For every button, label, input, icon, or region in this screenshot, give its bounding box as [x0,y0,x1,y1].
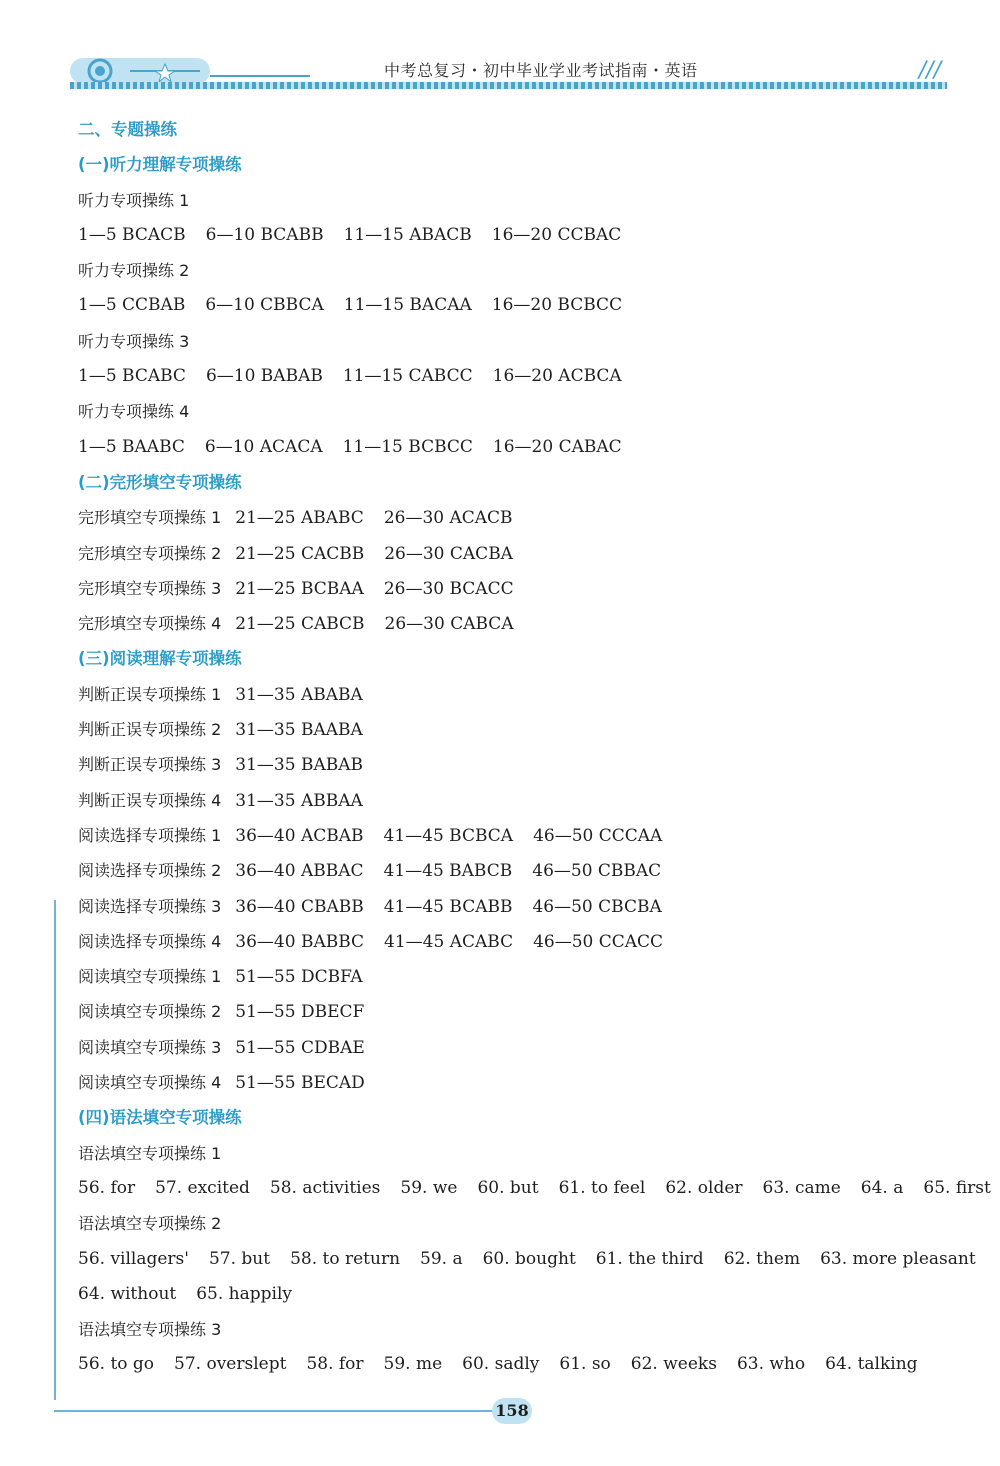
answer-group: 46—50 CBBAC [532,861,662,882]
section-heading: (四)语法填空专项操练 [78,1108,242,1128]
grammar-answer-line [78,1171,991,1206]
section-heading: 二、专题操练 [78,120,177,139]
exercise-label: 阅读填空专项操练 2 [78,1002,222,1022]
answer-content [78,112,991,1383]
section-heading: (三)阅读理解专项操练 [78,649,242,669]
answer-line [78,218,960,253]
answer-group: 51—55 DBECF [235,1002,365,1023]
exercise-label: 阅读填空专项操练 4 [78,1073,222,1093]
answer-group: 59. we [400,1177,458,1198]
answer-group: 61. to feel [558,1177,646,1198]
answer-group: 63. who [736,1354,806,1375]
exercise-label: 判断正误专项操练 4 [78,790,222,810]
answer-group: 41—45 ACABC [384,931,514,952]
bottom-rule [54,1410,524,1412]
answer-group: 11—15 BACAA [343,295,472,316]
answer-group: 16—20 CCBAC [491,224,622,245]
answer-group: 64. without [78,1283,177,1304]
answer-group: 65. first [923,1177,991,1198]
answer-group: 31—35 ABABA [235,684,363,705]
answer-group: 16—20 BCBCC [491,295,623,316]
answer-group: 6—10 BABAB [205,366,323,387]
answer-group: 62. weeks [630,1354,717,1375]
header-title: 中考总复习・初中毕业学业考试指南・英语 [384,61,698,80]
exercise-label: 阅读选择专项操练 4 [78,931,222,951]
exercise-label: 阅读选择专项操练 1 [78,825,222,845]
exercise-row [78,747,960,782]
exercise-label: 判断正误专项操练 2 [78,720,222,740]
exercise-row [78,571,960,606]
answer-group: 62. older [665,1177,743,1198]
answer-group: 1—5 BCABC [78,366,186,387]
answer-group: 56. for [78,1177,136,1198]
header-slashes-icon: /// [918,58,941,83]
exercise-label: 语法填空专项操练 3 [78,1320,222,1340]
answer-line [78,288,960,323]
section-heading: (二)完形填空专项操练 [78,472,242,492]
answer-group: 41—45 BCBCA [383,825,514,846]
answer-group: 36—40 ACBAB [235,825,364,846]
exercise-label: 完形填空专项操练 1 [78,508,222,528]
answer-group: 6—10 CBBCA [205,295,324,316]
exercise-row [78,889,960,924]
exercise-label: 判断正误专项操练 3 [78,755,222,775]
exercise-label: 听力专项操练 4 [78,402,190,422]
answer-group: 36—40 CBABB [235,896,364,917]
answer-group: 65. happily [196,1283,293,1304]
exercise-row [78,536,960,571]
answer-group: 58. activities [269,1177,381,1198]
left-margin-rule [54,900,56,1400]
exercise-row [78,994,960,1029]
answer-group: 11—15 BCBCC [342,436,473,457]
answer-group: 41—45 BABCB [383,861,513,882]
answer-group: 31—35 BAABA [235,720,363,741]
exercise-row [78,500,960,535]
answer-group: 58. to return [290,1248,401,1269]
answer-group: 1—5 BAABC [78,436,185,457]
exercise-row [78,924,960,959]
exercise-label: 完形填空专项操练 4 [78,614,222,634]
grammar-answer-line [78,1242,976,1277]
exercise-label: 语法填空专项操练 1 [78,1143,222,1163]
answer-group: 16—20 ACBCA [492,366,622,387]
answer-group: 60. but [477,1177,539,1198]
section-heading: (一)听力理解专项操练 [78,155,242,175]
answer-group: 51—55 DCBFA [235,967,363,988]
exercise-row [78,959,960,994]
answer-group: 21—25 BCBAA [235,578,364,599]
answer-line [78,430,960,465]
exercise-label: 听力专项操练 3 [78,331,190,351]
answer-group: 11—15 ABACB [343,224,472,245]
answer-group: 62. them [723,1248,801,1269]
answer-group: 60. bought [482,1248,576,1269]
answer-group: 26—30 BCACC [383,578,514,599]
answer-group: 46—50 CCCAA [533,825,663,846]
exercise-label: 判断正误专项操练 1 [78,684,222,704]
answer-group: 46—50 CCACC [533,931,664,952]
answer-group: 64. a [860,1177,904,1198]
answer-group: 31—35 ABBAA [235,790,363,811]
answer-group: 26—30 CACBA [384,543,513,564]
page-header [62,48,947,96]
header-rule [70,82,947,89]
answer-group: 46—50 CBCBA [532,896,662,917]
exercise-label: 阅读选择专项操练 3 [78,896,222,916]
exercise-label: 听力专项操练 2 [78,261,190,281]
answer-group: 51—55 BECAD [235,1073,365,1094]
exercise-row [78,1030,960,1065]
exercise-row [78,783,960,818]
answer-group: 61. so [559,1354,611,1375]
exercise-label: 听力专项操练 1 [78,190,190,210]
answer-group: 59. me [383,1354,443,1375]
answer-group: 57. excited [155,1177,250,1198]
exercise-label: 阅读填空专项操练 1 [78,967,222,987]
exercise-row [78,1065,960,1100]
exercise-row [78,712,960,747]
answer-group: 51—55 CDBAE [235,1037,365,1058]
grammar-answer-line [78,1277,960,1312]
answer-group: 63. came [762,1177,841,1198]
answer-group: 41—45 BCABB [383,896,513,917]
exercise-row [78,606,960,641]
exercise-label: 完形填空专项操练 3 [78,578,222,598]
answer-group: 36—40 ABBAC [235,861,364,882]
answer-group: 21—25 CABCB [235,614,365,635]
answer-group: 21—25 CACBB [235,543,365,564]
answer-group: 63. more pleasant [820,1248,976,1269]
answer-group: 56. villagers' [78,1248,189,1269]
answer-group: 58. for [306,1354,364,1375]
answer-group: 6—10 BCABB [205,224,324,245]
answer-group: 31—35 BABAB [235,755,363,776]
exercise-label: 语法填空专项操练 2 [78,1214,222,1234]
answer-group: 36—40 BABBC [235,931,365,952]
answer-group: 60. sadly [462,1354,540,1375]
answer-group: 64. talking [825,1354,918,1375]
exercise-label: 阅读选择专项操练 2 [78,861,222,881]
answer-group: 26—30 ACACB [383,508,513,529]
answer-group: 16—20 CABAC [492,436,622,457]
answer-group: 57. but [208,1248,271,1269]
answer-group: 1—5 CCBAB [78,295,186,316]
answer-group: 57. overslept [174,1354,287,1375]
answer-group: 21—25 ABABC [235,508,364,529]
exercise-label: 完形填空专项操练 2 [78,543,222,563]
answer-line [78,359,960,394]
exercise-label: 阅读填空专项操练 3 [78,1037,222,1057]
exercise-row [78,818,960,853]
exercise-row [78,677,960,712]
page-number: 158 [492,1398,532,1424]
answer-group: 56. to go [78,1354,155,1375]
answer-group: 26—30 CABCA [384,614,514,635]
answer-group: 61. the third [595,1248,704,1269]
answer-group: 1—5 BCACB [78,224,186,245]
exercise-row [78,853,960,888]
grammar-answer-line [78,1347,960,1382]
answer-group: 6—10 ACACA [204,436,323,457]
answer-group: 59. a [420,1248,463,1269]
answer-group: 11—15 CABCC [342,366,473,387]
